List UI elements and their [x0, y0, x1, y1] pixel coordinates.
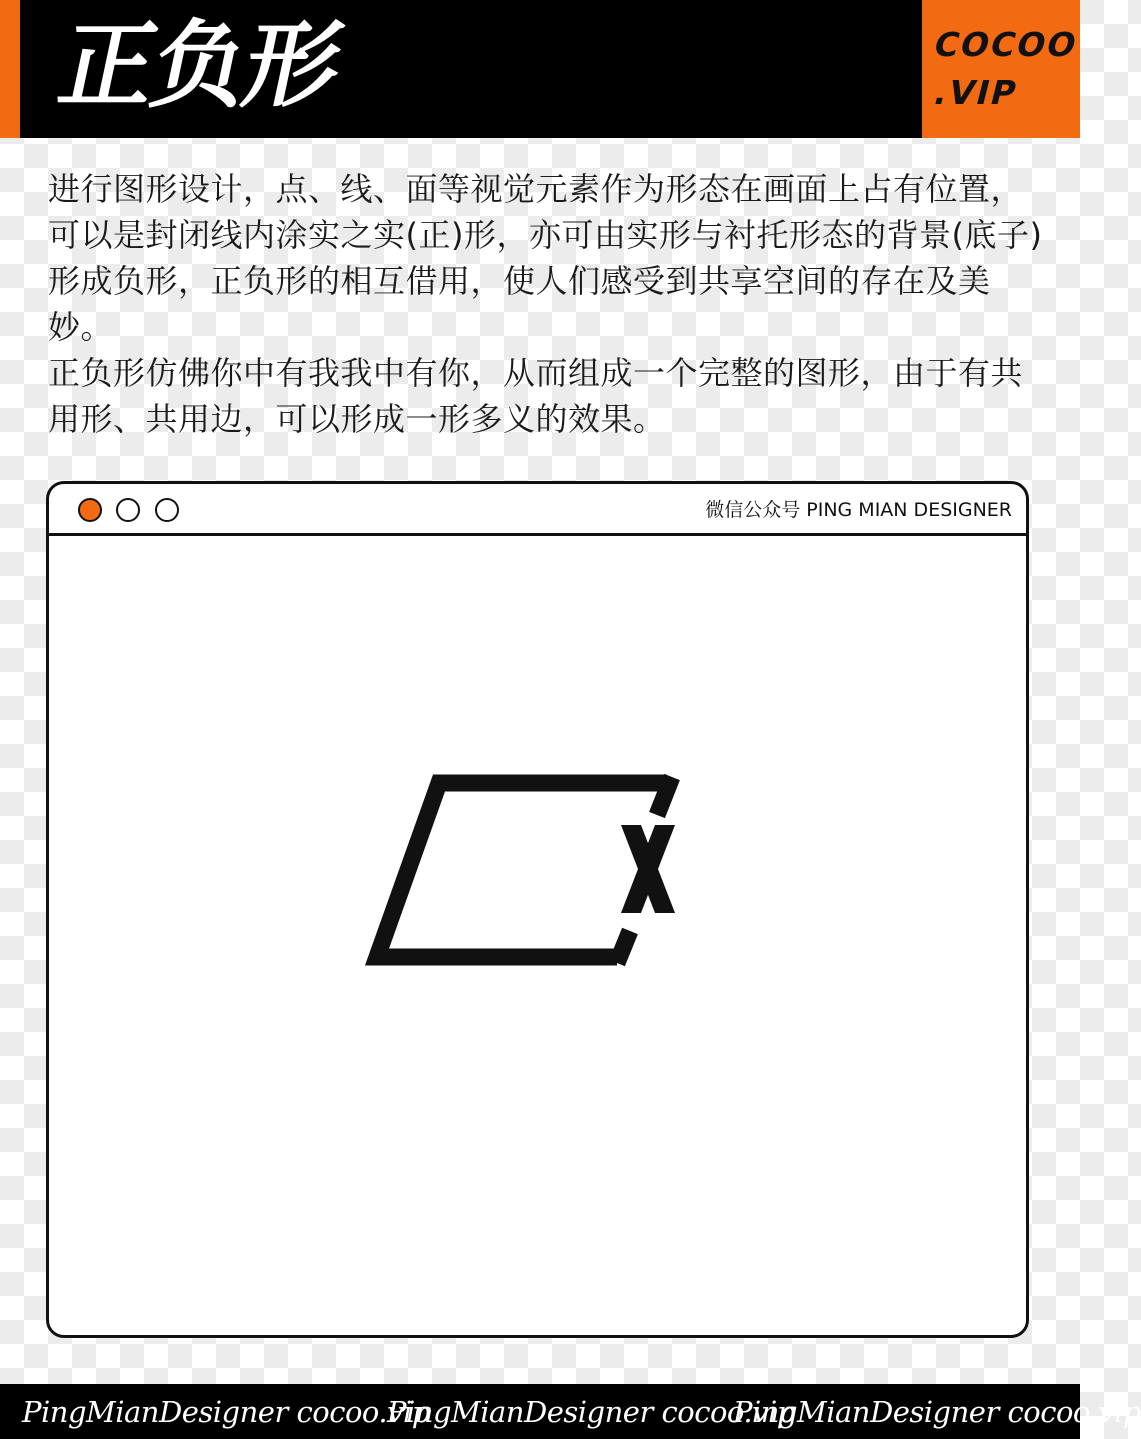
page-title: 正负形: [50, 12, 350, 121]
maximize-dot-icon[interactable]: [155, 498, 179, 522]
header: [0, 0, 1083, 138]
description: [48, 166, 1048, 442]
artwork-canvas: [49, 539, 1026, 1338]
minimize-dot-icon[interactable]: [116, 498, 140, 522]
footer-watermark-bar: [0, 1384, 1141, 1439]
brand-name: COCOO: [930, 25, 1083, 64]
footer-watermark: PingMianDesigner cocoo.vip: [22, 1395, 430, 1429]
x-letter-icon: [621, 825, 675, 913]
browser-window: [46, 481, 1029, 1338]
footer-watermark: PingMianDesigner cocoo.vip: [387, 1395, 795, 1429]
brand-badge: [922, 0, 1083, 138]
window-titlebar: [49, 484, 1026, 536]
brand-domain: .VIP: [930, 73, 1023, 112]
negative-space-x-logo: [367, 759, 687, 969]
footer-watermark: PingMianDesigner cocoo.vip: [733, 1395, 1141, 1429]
header-bar: [20, 0, 922, 138]
description-paragraph-1: 进行图形设计，点、线、面等视觉元素作为形态在画面上占有位置，可以是封闭线内涂实之实(正)形，亦可由实形与衬托形态的背景(底子)形成负形，正负形的相互借用，使人们感受到共享空间的存在及美妙。: [48, 170, 1043, 346]
parallelogram-bottom-right-edge: [617, 931, 630, 963]
close-dot-icon[interactable]: [78, 498, 102, 522]
window-title: 微信公众号 PING MIAN DESIGNER: [705, 499, 1012, 521]
description-paragraph-2: 正负形仿佛你中有我我中有你，从而组成一个完整的图形，由于有共用形、共用边，可以形成一形多义的效果。: [48, 354, 1024, 438]
header-accent-stripe: [0, 0, 20, 138]
